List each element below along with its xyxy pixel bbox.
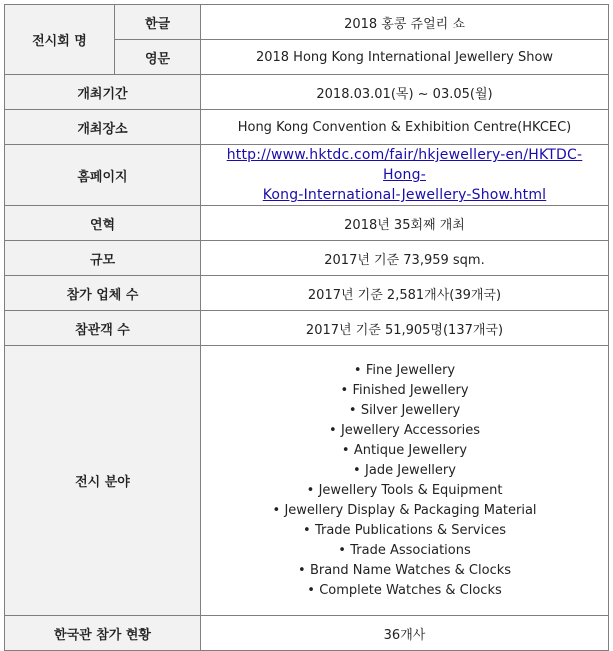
list-item <box>207 501 602 521</box>
list-item <box>207 561 602 581</box>
field-item-label: Trade Publications & Services <box>314 522 507 538</box>
list-item <box>207 481 602 501</box>
exhibition-info-table <box>4 4 609 651</box>
exhibitors-label: 참가 업체 수 <box>5 276 201 311</box>
field-item-label: Fine Jewellery <box>365 362 456 378</box>
period-value: 2018.03.01(목) ~ 03.05(월) <box>201 75 609 110</box>
table-row <box>5 276 609 311</box>
table-row <box>5 311 609 346</box>
field-item-label: Antique Jewellery <box>353 442 468 458</box>
venue-label: 개최장소 <box>5 110 201 145</box>
korea-pavilion-label: 한국관 참가 현황 <box>5 616 201 651</box>
list-item <box>207 581 602 601</box>
homepage-label: 홈페이지 <box>5 145 201 206</box>
korean-name-label: 한글 <box>115 5 201 40</box>
field-item-label: Jade Jewellery <box>365 462 456 478</box>
list-item <box>207 361 602 381</box>
english-name-label: 영문 <box>115 40 201 75</box>
bullet-icon: • <box>353 362 362 378</box>
field-item-label: Jewellery Tools & Equipment <box>318 482 503 498</box>
exhibitors-value: 2017년 기준 2,581개사(39개국) <box>201 276 609 311</box>
list-item <box>207 521 602 541</box>
bullet-icon: • <box>338 542 346 558</box>
list-item <box>207 541 602 561</box>
bullet-icon: • <box>306 482 315 498</box>
table-row <box>5 75 609 110</box>
homepage-link-line1: http://www.hktdc.com/fair/hkjewellery-en/HKTDC-Hong- <box>226 147 583 183</box>
homepage-link[interactable] <box>227 147 583 203</box>
table-row <box>5 241 609 276</box>
scale-label: 규모 <box>5 241 201 276</box>
table-row <box>5 616 609 651</box>
bullet-icon: • <box>353 462 361 478</box>
field-item-label: Trade Associations <box>350 542 471 558</box>
venue-value: Hong Kong Convention & Exhibition Centre(HKCEC) <box>201 110 609 145</box>
fields-value <box>201 346 609 616</box>
table-row <box>5 145 609 206</box>
field-item-label: Finished Jewellery <box>352 382 469 398</box>
table-row <box>5 346 609 616</box>
table-row <box>5 5 609 40</box>
list-item <box>207 461 602 481</box>
scale-value: 2017년 기준 73,959 sqm. <box>201 241 609 276</box>
korean-name-value: 2018 홍콩 쥬얼리 쇼 <box>201 5 609 40</box>
exhibition-fields-list <box>207 361 602 601</box>
bullet-icon: • <box>328 422 337 438</box>
bullet-icon: • <box>341 442 350 458</box>
visitors-label: 참관객 수 <box>5 311 201 346</box>
fields-label: 전시 분야 <box>5 346 201 616</box>
list-item <box>207 421 602 441</box>
list-item <box>207 381 602 401</box>
field-item-label: Jewellery Display & Packaging Material <box>284 502 537 518</box>
bullet-icon: • <box>302 522 311 538</box>
field-item-label: Brand Name Watches & Clocks <box>309 562 512 578</box>
visitors-value: 2017년 기준 51,905명(137개국) <box>201 311 609 346</box>
period-label: 개최기간 <box>5 75 201 110</box>
korea-pavilion-value: 36개사 <box>201 616 609 651</box>
field-item-label: Silver Jewellery <box>360 402 461 418</box>
bullet-icon: • <box>272 502 281 518</box>
list-item <box>207 401 602 421</box>
bullet-icon: • <box>297 562 306 578</box>
field-item-label: Jewellery Accessories <box>340 422 481 438</box>
table-row <box>5 206 609 241</box>
history-label: 연혁 <box>5 206 201 241</box>
homepage-link-line2: Kong-International-Jewellery-Show.html <box>262 187 547 203</box>
bullet-icon: • <box>348 402 357 418</box>
homepage-value <box>201 145 609 206</box>
table-row <box>5 110 609 145</box>
history-value: 2018년 35회째 개최 <box>201 206 609 241</box>
english-name-value: 2018 Hong Kong International Jewellery Show <box>201 40 609 75</box>
bullet-icon: • <box>307 582 315 598</box>
bullet-icon: • <box>340 382 349 398</box>
field-item-label: Complete Watches & Clocks <box>319 582 502 598</box>
list-item <box>207 441 602 461</box>
exhibition-name-label: 전시회 명 <box>5 5 115 75</box>
